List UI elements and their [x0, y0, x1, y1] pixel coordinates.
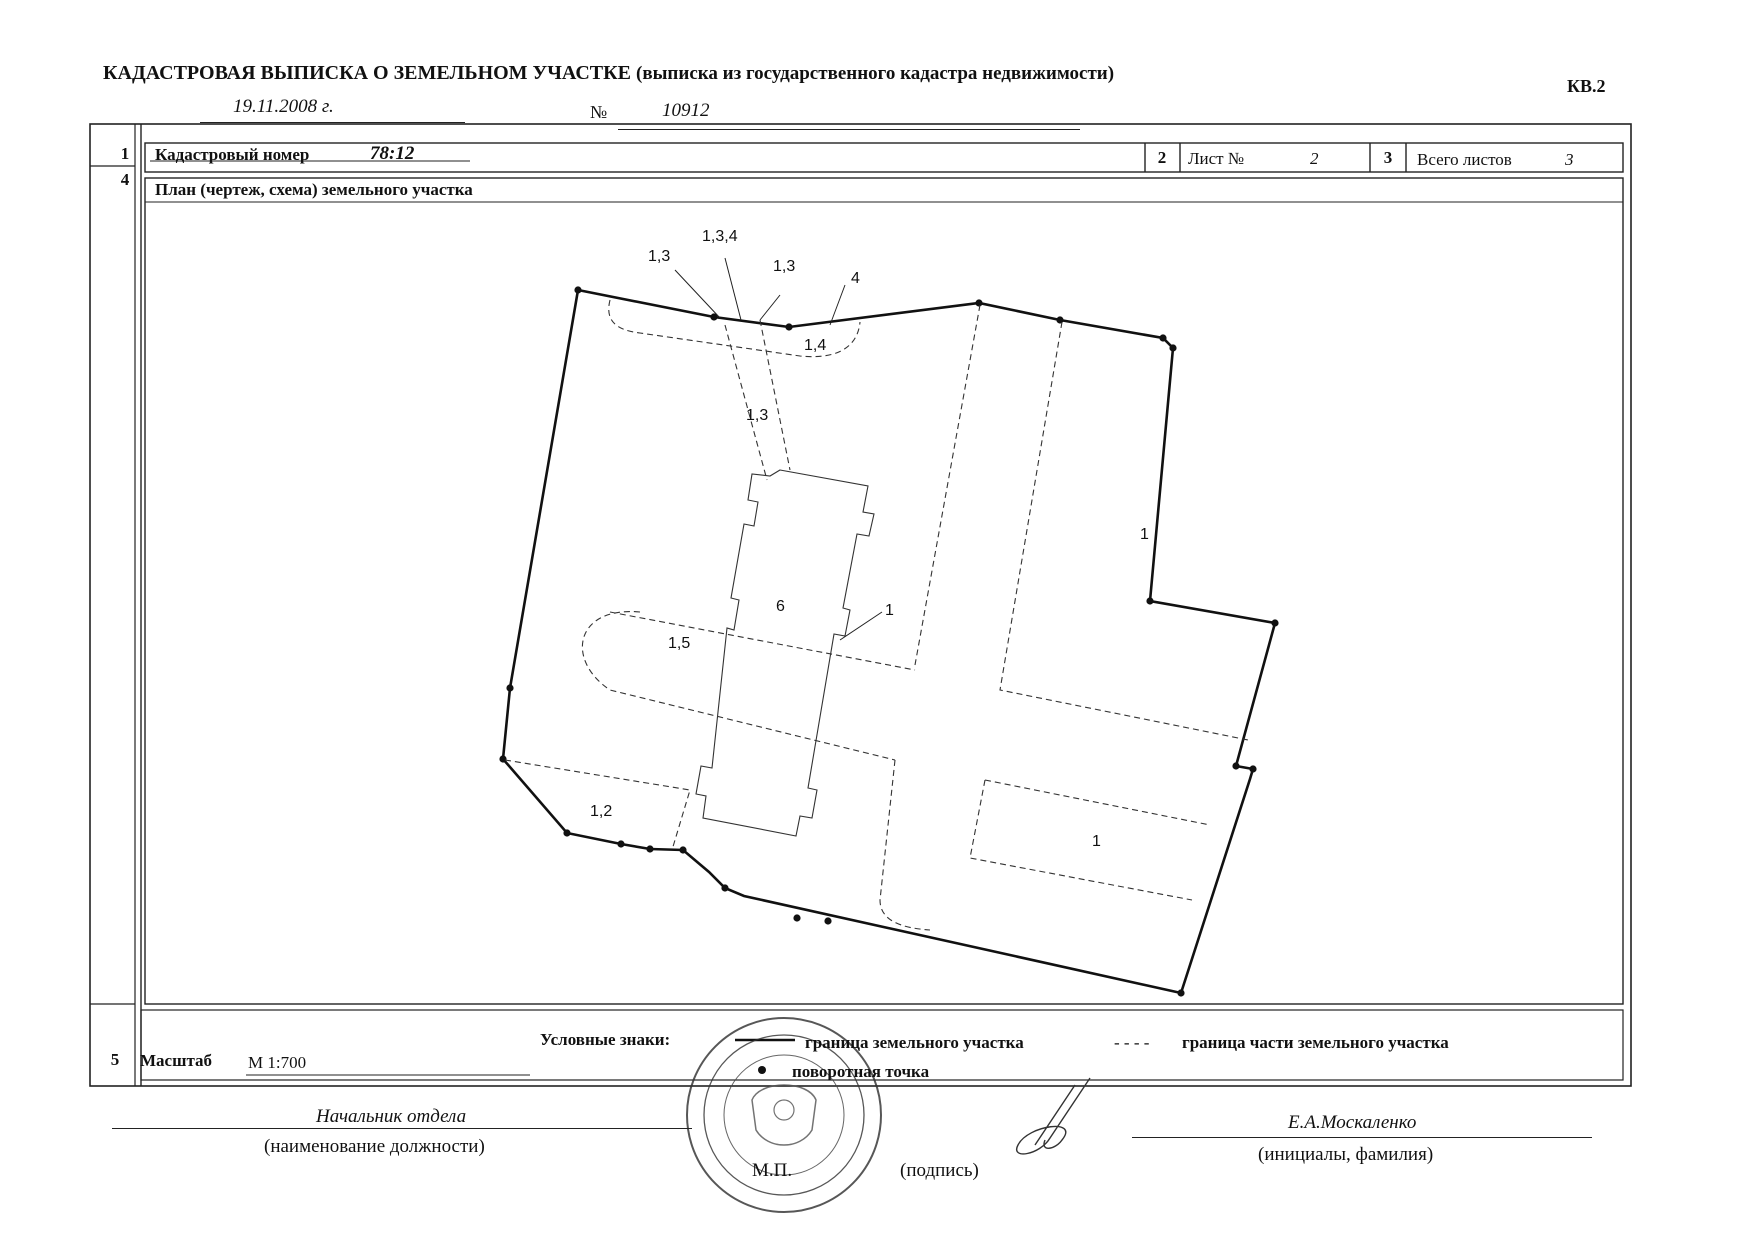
plan-label: 1,4: [804, 337, 827, 354]
plan-label: 1: [1092, 833, 1101, 850]
row5-number: 5: [110, 1050, 120, 1069]
handwritten-signature: [1017, 1078, 1090, 1154]
legend-title: Условные знаки:: [540, 1030, 671, 1049]
parcel-boundary: [503, 290, 1275, 993]
plan-label: 1,3: [746, 407, 769, 424]
position-caption: (наименование должности): [264, 1136, 485, 1157]
plan-label: 1: [885, 602, 894, 619]
total-sheets-label: Всего листов: [1417, 150, 1512, 169]
row4-number: 4: [120, 170, 130, 189]
part-boundaries: [505, 300, 1248, 930]
row1-number: 1: [120, 144, 130, 163]
plan-label: 1,5: [668, 635, 691, 652]
title-subtitle: (выписка из государственного кадастра недвижимости): [636, 63, 1115, 84]
turning-points: [499, 286, 1278, 996]
sheet-number-value: 2: [1310, 149, 1319, 168]
legend-point-text: поворотная точка: [792, 1062, 930, 1081]
document-date: 19.11.2008 г.: [233, 96, 334, 117]
title-main: КАДАСТРОВАЯ ВЫПИСКА О ЗЕМЕЛЬНОМ УЧАСТКЕ: [103, 62, 631, 84]
plan-label: 1,3: [773, 258, 796, 275]
name-value: Е.А.Москаленко: [1288, 1112, 1417, 1133]
plan-label: 1: [1140, 526, 1149, 543]
row2-number: 2: [1157, 148, 1167, 167]
position-value: Начальник отдела: [316, 1106, 467, 1127]
plan-label: 1,3,4: [702, 228, 738, 245]
cadastral-number-label: Кадастровый номер: [155, 145, 310, 164]
cadastral-number-value: 78:12: [370, 143, 415, 164]
plan-label: 6: [776, 598, 785, 615]
number-sign: №: [590, 102, 608, 122]
signature-caption: (подпись): [900, 1160, 979, 1181]
legend-dashed-symbol: - - - -: [1114, 1033, 1150, 1052]
total-sheets-value: 3: [1565, 150, 1574, 169]
stamp-place: М.П.: [752, 1160, 793, 1181]
legend-solid-text: граница земельного участка: [805, 1033, 1024, 1052]
plan-label: 4: [851, 270, 860, 287]
sheet-number-label: Лист №: [1188, 149, 1245, 168]
name-caption: (инициалы, фамилия): [1258, 1144, 1434, 1165]
document-number: 10912: [662, 100, 710, 121]
plan-heading: План (чертеж, схема) земельного участка: [155, 180, 473, 199]
row3-number: 3: [1383, 148, 1393, 167]
legend-dashed-text: граница части земельного участка: [1182, 1033, 1449, 1052]
scale-value: М 1:700: [248, 1053, 307, 1072]
form-code: КВ.2: [1567, 76, 1606, 96]
building-outline: [696, 470, 874, 836]
plan-label: 1,3: [648, 248, 671, 265]
scale-label: Масштаб: [140, 1051, 213, 1070]
plan-label: 1,2: [590, 803, 613, 820]
